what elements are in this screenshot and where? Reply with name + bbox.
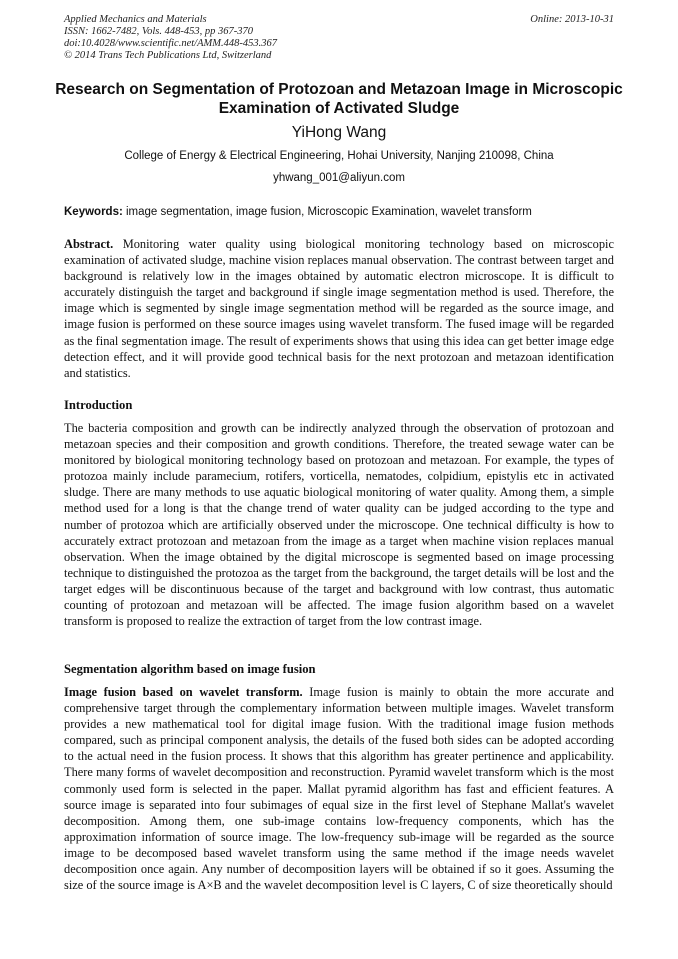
abstract-paragraph — [64, 236, 614, 381]
keywords — [64, 206, 614, 218]
copyright-line: © 2014 Trans Tech Publications Ltd, Switzerland — [64, 50, 272, 61]
doi-line: doi:10.4028/www.scientific.net/AMM.448-453.367 — [64, 38, 277, 49]
paper-title: Research on Segmentation of Protozoan and Metazoan Image in Microscopic Examination of Activated Sludge — [55, 81, 623, 117]
abstract-label: Abstract. — [64, 237, 114, 251]
online-date: Online: 2013-10-31 — [530, 14, 614, 25]
segmentation-paragraph — [64, 684, 614, 893]
author-email: yhwang_001@aliyun.com — [273, 172, 405, 184]
segmentation-text: Image fusion is mainly to obtain the more accurate and comprehensive target through the complementary information between multiple images. Wavelet transform provides a new mathematical tool for digital image fusion. With the traditional image fusion methods compared, such as principal component analysis, the details of the fused both sides can be adopted according to the actual need in the fusion process. It shows that this algorithm has greater pertinence and applicability. There many forms of wavelet decomposition and reconstruction. Pyramid wavelet transform which is the most commonly used form is selected in the paper. Mallat pyramid algorithm has fast and efficient features. A source image is separated into four subimages of equal size in the first level of Stephane Mallat's wavelet decomposition. Among them, one sub-image contains low-frequency components, which has the approximation information of source image. The low-frequency sub-image will be regarded as the source image to be decomposed based wavelet transform using the same method if the image needs wavelet decomposition once again. Any number of decomposition layers will be obtained if so it goes. Assuming the size of the source image is A×B and the wavelet decomposition level is C layers, C of size theoretically should — [64, 685, 614, 893]
journal-name: Applied Mechanics and Materials — [64, 14, 207, 25]
introduction-heading: Introduction — [64, 398, 133, 412]
journal-header — [64, 14, 614, 62]
issn-line: ISSN: 1662-7482, Vols. 448-453, pp 367-370 — [64, 26, 253, 37]
keywords-text: image segmentation, image fusion, Microscopic Examination, wavelet transform — [126, 206, 532, 218]
abstract-text: Monitoring water quality using biological monitoring technology based on microscopic examination of activated sludge, machine vision replaces manual observation. The contrast between target and background is relatively low in the images obtained by automatic electron microscope. It is difficult to accurately distinguish the target and background if single image segmentation method is used. Therefore, the image which is segmented by single image segmentation method will be regarded as the source image, and image fusion is performed on these source images using wavelet transform. The fused image will be regarded as the final segmentation image. The result of experiments shows that using this idea can get better image edge detection effect, and it will provide good technical basis for the next protozoan and metazoan identification and statistics. — [64, 237, 614, 380]
keywords-label: Keywords: — [64, 206, 123, 218]
introduction-paragraph: The bacteria composition and growth can be indirectly analyzed through the observation of protozoan and metazoan species and their composition and growth conditions. Therefore, the treated sewage water can be monitored by biological monitoring technology based on protozoan and metazoan. For example, the types of protozoa mainly include paramecium, rotifers, vorticella, nematodes, colpidium, epistylis etc in activated sludge. There are many methods to use aquatic biological monitoring of water quality. Among them, a simple method used for a long is that the change trend of water quality can be judged according to the type and number of protozoa which are artificially observed under the microscope. One technical difficulty is how to accurately extract protozoan and metazoan from the image as a target when machine vision replaces manual observation. When the image obtained by the digital microscope is segmented based on image processing technique to distinguished the protozoa as the target from the background, the target details will be lost and the target edges will be discontinuous because of the target and background with low contrast, thus automatic counting of protozoan and metazoan will be affected. The image fusion algorithm based on a wavelet transform is proposed to realize the extraction of target from the low contrast image. — [64, 421, 614, 629]
segmentation-subheading: Image fusion based on wavelet transform. — [64, 685, 303, 699]
segmentation-heading: Segmentation algorithm based on image fusion — [64, 662, 316, 676]
author-affiliation: College of Energy & Electrical Engineering, Hohai University, Nanjing 210098, China — [124, 150, 554, 162]
author-name: YiHong Wang — [291, 124, 387, 141]
